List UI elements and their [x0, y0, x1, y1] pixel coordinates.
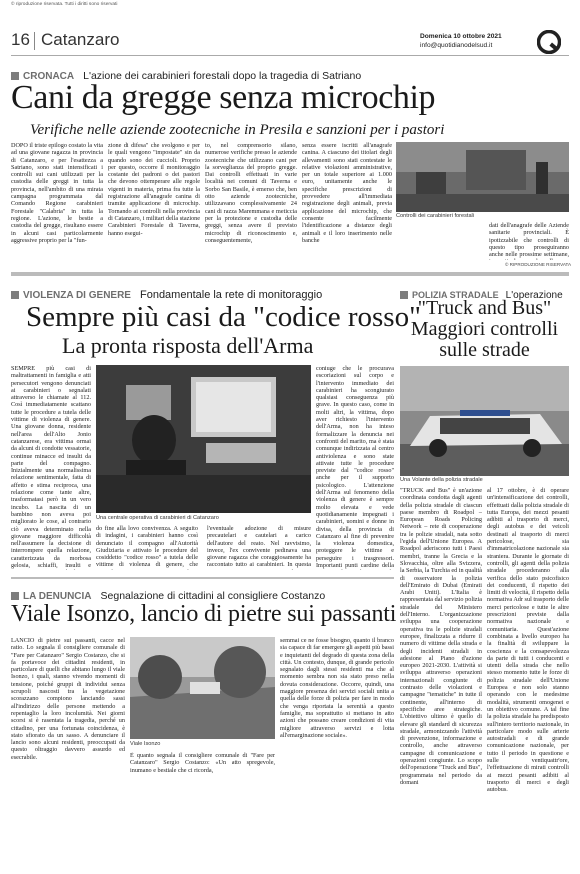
article4-photo	[130, 637, 275, 739]
section-title: Catanzaro	[41, 30, 120, 49]
article1-photo	[396, 142, 569, 212]
article4-col2: È quanto segnala il consigliere comunale di "Fare per Catanzaro" Sergio Costanzo: «Un atto spregevole, inumano e bestiale che ci ricorda,	[130, 752, 275, 774]
article4-col3: semmai ce ne fosse bisogno, quanto il branco sia capace di far emergere gli aspetti più bassi e inquietanti del degrado di questa zona della città. Un contesto, dunque, di grande pericolo segnalato dagli stessi residenti ma che al momento sembra non sia stato preso nella dovuta considerazione. Occorre, quindi, una maggiore presenza dei servizi sociali unita a quella delle forze di polizia per fare in modo che venga riportata la serenità a questo famiglie, ma soprattutto si mettano in atto azioni che possano creare condizioni di vita migliore attraverso servizi e lotta all'emarginazione sociale».	[280, 637, 394, 739]
article1-col5: dati dell'anagrafe delle Aziende sanitarie provinciali. È ipotizzabile che controlli di questo tipo proseguiranno anche nelle prossime settimane,	[489, 222, 569, 259]
article4-headline: Viale Isonzo, lancio di pietre sui passanti	[11, 601, 397, 627]
article1-kicker: CRONACA	[23, 71, 75, 82]
page-number: 16	[11, 30, 30, 49]
article2-headline: Sempre più casi da "codice rosso"	[26, 301, 421, 333]
article2-photo-caption: Una centrale operativa di carabinieri di Catanzaro	[96, 515, 219, 521]
kicker-square-icon	[11, 291, 19, 299]
article4-kicker-text: Segnalazione di cittadini al consigliere Costanzo	[100, 590, 326, 602]
article1-col4: senza essere iscritti all'anagrafe canina. A ciascuno dei titolari degli allevamenti sono stati contestate le relative violazioni amministrative, per un totale superiore ai 1.000 euro, unitamente anche le specifiche prescrizioni di provvedere all'immediata registrazione degli animali, previa applicazione del microchip, che consente facilmente l'identificazione a distanze degli animali e il loro inserimento nelle banche	[302, 142, 392, 244]
article2-photo	[96, 365, 311, 513]
article1-headline: Cani da gregge senza microchip	[11, 79, 436, 116]
article4-photo-caption: Viale Isonzo	[130, 741, 161, 747]
article3-col2: al 17 ottobre, è di operare un'intensificazione dei controlli, effettuati dalla polizia stradale di tutta Europa, dei mezzi pesanti adibiti al trasporto di merci, degli autobus e dei veicoli destinati al trasporto di merci pericolose, sia d'immatricolazione nazionale sia straniera. Durante le giornate di controlli, gli agenti della polizia stradale procederanno alla verifica dello stato psicofisico dei conducenti, il rispetto dei limiti di velocità, il rispetto della normativa Adr sul trasporto delle merci pericolose e tutte le altre prescrizioni previste dalla normativa nazionale e comunitaria. Quest'azione combinata a livello europeo ha la finalità di sviluppare la coscienza e la consapevolezza da parte di tutti i conducenti e utenti della strada che nello stesso momento tutte le forze di polizia stradale dell'Unione Europea e non solo stanno operando con le medesime modalità, strumenti omogenei e un obiettivo comune. A tal fine la polizia stradale ha predisposto sull'intero territorio nazionale, in particolare modo sulle arterie autostradali e di grande comunicazione nazionale, per tutto il periodo in questione e sulle ventiquattr'ore, l'effettuazione di mirati controlli ai mezzi pesanti adibiti al trasporto di merci e degli autobus.	[487, 487, 569, 794]
article3-photo-caption: Una Volante della polizia stradale	[400, 477, 483, 483]
article1-col1: DOPO il triste epilogo costato la vita ad una giovane ragazza in provincia di Catanzaro, e per l'esattezza a Satriano, sono stati intensificati i controlli sui cani utilizzati per la custodia delle greggi in tutta la provincia, nell'ambito di una mirata campagna programmata dal Comando Regione carabinieri Forestale "Calabria" in tutta la regione. L'azione, le bestie a custodia del gregge, risultano essere in alcuni casi particolarmente aggressive proprio per la "fun-	[11, 142, 103, 244]
article1-col3: to, nel comprensorio silano, numerose verifiche presso le aziende zootecniche che utilizzano cani per la sorveglianza del proprio gregge. Dai controlli effettuati in varie località nei comuni di Taverna e Sorbo San Basile, è emerso che, ben otto aziende zootecniche, utilizzavano complessivamente 24 cani di razza Maremmana e meticcia per la protezione e custodia delle greggi, senza avere il previsto microchip di riconoscimento e, conseguentemente,	[205, 142, 297, 244]
kicker-square-icon	[11, 592, 19, 600]
article2-kicker: VIOLENZA DI GENERE	[23, 290, 131, 301]
article3-col1: "TRUCK and Bus" è un'azione coordinata condotta dagli agenti della polizia stradale di ciascun paese membro di Roadpol – European Roads Policing Network – rete di cooperazione tra le polizie stradali, nata sotto l'egida dell'Unione Europea. A Roadpol aderiscono tutti i Paesi membri, tranne la Grecia e la Slovacchia, oltre alla Svizzera, la Serbia, la Turchia ed in qualità di osservatore la polizia dell'Emirato di Dubai (Emirati Arabi Uniti). L'Italia è rappresentata dal servizio polizia stradale del Ministero dell'Interno. L'organizzazione sviluppa una cooperazione operativa tra le polizie stradali europee, finalizzata a ridurre il numero di vittime della strada e degli incidenti stradali in adesione al Piano d'azione europeo 2021-2030. L'attività si sviluppa attraverso operazioni internazionali congiunte di contrasto delle violazioni e campagne "tematiche" in tutte il continente, all'interno di specifiche aree strategiche. L'obiettivo ultimo è quello di elevare gli standard di sicurezza stradale, armonizzando l'attività di prevenzione, informazione e controllo, anche attraverso campagne di comunicazione e operazioni congiunte. Lo scopo dell'operazione "Truck and Bus", programmata nel periodo da domani	[400, 487, 482, 786]
article1-kicker-text: L'azione dei carabinieri forestali dopo la tragedia di Satriano	[83, 70, 362, 82]
article2-col4: coniuge che le procurava escoriazioni sul corpo e l'intervento immediato dei carabinieri ha scongiurato qualsiasi conseguenza più grave. In questo caso, come in molti altri, la vittima, dopo aver richiesto l'intervento dell'Arma, non ha inteso formalizzare la denuncia nei confronti del marito, ma è stata comunque indirizzata al centro antiviolenza e sono state attivate tutte le procedure previste dal "codice rosso" anche per il supporto psicologico. L'attenzione dell'Arma sul fenomeno della violenza di genere è sempre molto elevata e vede quotidianamente impegnati i carabinieri, uomini e donne in divisa, della provincia di Catanzaro al fine di prevenire la violenza domestica, proteggere le vittime e perseguire i trasgressori. Importanti punti cardine della	[316, 365, 394, 570]
header-email: info@quotidianodelsud.it	[420, 42, 493, 49]
article4-col1: LANCIO di pietre sui passanti, cacce nel ratio. Lo segnala il consigliere comunale di "Fare per Catanzaro" Sergio Costanzo, che si fa portavoce dei cittadini residenti, in particolare di quelli che abitano lungo il viale Isonzo, i quali, stanno vivendo momenti di tensione, poiché gruppi di individui senza scrupoli nascosti tra la vegetazione scorazzano compiono lanciando sassi all'indirizzo delle persone mettendo a repentaglio la loro incolumità. Nei giorni scorsi si è rasentata la tragedia, perché un cittadino, per una fortunata coincidenza, è stato sfiorato da un sasso. A denunciare il lancio sono alcuni residenti, preoccupati da questo oltraggio davvero assurdo ed esecrabile.	[11, 637, 125, 761]
article2-col3: l'eventuale adozione di misure precautelari e cautelari a carico dell'autore del reato. Nel ravvisimo, invece, l'ex convivente pedinava una giovane ragazza che coraggiosamente ha raccontato tutto ai carabinieri. In questa	[207, 525, 311, 569]
article2-col1: SEMPRE più casi di maltrattamenti in famiglia e atti persecutori vengono denunciati ai carabinieri o segnalati attraverso le chiamate al 112. Così immediatamente scattano tutte le procedure a tutela delle vittime di violenza di genere. Una giovane donna, residente nell'area dell'Alto Jonio catanzarese, era vittima ormai da alcuni di condotte vessatorie, continue minacce ed insulti da parte del compagno. Inizialmente una normalissima relazione sentimentale, fatta di affetto e stima reciproca, una relazione come tante altre, trasformatasi però in un vero incubo. La nascita di un bambino non aveva poi migliorato le cose, al contrario ciò aveva determinato nella giovane maggiore difficoltà nell'assumere la decisione di interrompere quella relazione, caratterizzata da morbosa gelosia, schiaffi, insulti e	[11, 365, 91, 570]
header-divider	[34, 32, 35, 50]
newspaper-logo-icon	[537, 30, 561, 54]
article2-bottom-rule	[11, 577, 394, 579]
article3-headline: "Truck and Bus" Maggiori controlli sulle strade	[410, 297, 559, 361]
article1-photo-caption: Controlli dei carabinieri forestali	[396, 213, 475, 219]
article1-copyright: © RIPRODUZIONE RISERVATA	[505, 262, 572, 267]
article4-kicker: LA DENUNCIA	[23, 591, 92, 602]
article1-bottom-rule	[11, 272, 569, 276]
article1-subhead: Verifiche nelle aziende zootecniche in Presila e sanzioni per i pastori	[30, 122, 445, 138]
article2-col2: do fine alla lovo convivenza. A seguito di indagini, i carabinieri hanno così denunciato il compagno all'Autorità Giudiziaria e attivato le procedure del cosiddetto "codice rosso" a tutela delle vittime di violenza di genere, che	[96, 525, 198, 569]
article2-kicker-text: Fondamentale la rete di monitoraggio	[139, 289, 323, 301]
article3-kicker: POLIZIA STRADALE	[412, 290, 499, 300]
article3-photo	[400, 366, 569, 476]
article1-col2: zione di difesa" che svolgono e per le quali vengono "impostate" sin da quando sono dei cuccioli. Proprio per questo, occorre il monitoraggio costante dei padroni o dei pastori che devono ottemperare alle regole vigenti in materia, prima fra tutte la registrazione all'anagrafe canina di tramite applicazione di microchip. Tornando ai controlli nella provincia di Catanzaro, i militari della stazione Carabinieri Forestale di Taverna, hanno esegui-	[108, 142, 200, 237]
header-rule	[11, 55, 569, 56]
article3-kicker-text: L'operazione	[505, 290, 563, 301]
reservation-notice: © riproduzione riservata. Tutti i diritti sono riservati	[11, 2, 118, 7]
article2-subhead: La pronta risposta dell'Arma	[62, 333, 314, 358]
header-date: Domenica 10 ottobre 2021	[420, 33, 502, 40]
